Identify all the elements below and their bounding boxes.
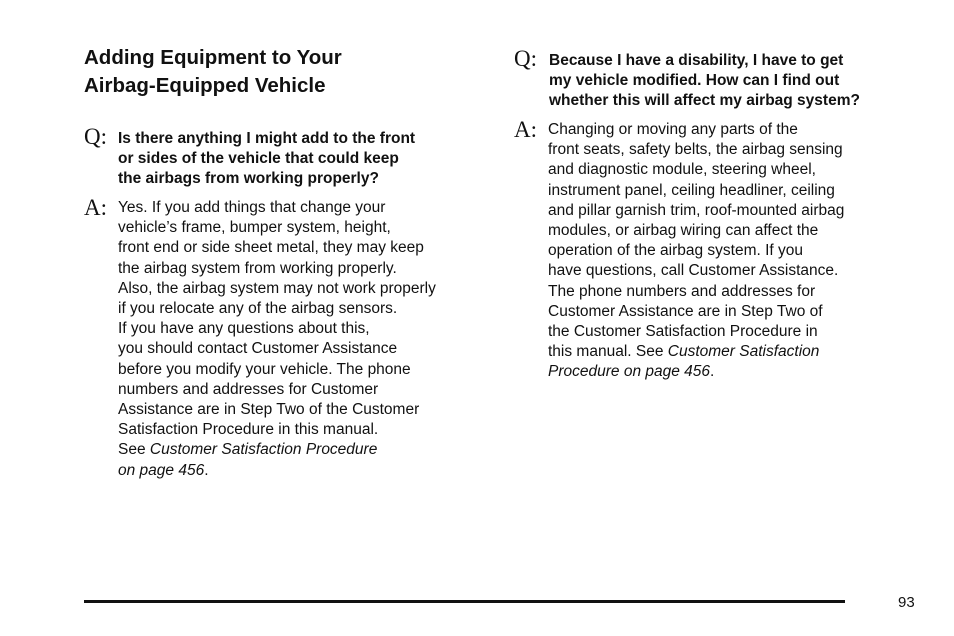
left-answer-reference: Customer Satisfaction Procedure on page 456 [118, 441, 378, 479]
left-answer-text [118, 198, 436, 481]
left-answer-end: . [204, 461, 209, 479]
question-mark-label: Q: [514, 46, 537, 71]
question-mark-label: Q: [84, 124, 107, 149]
section-heading: Adding Equipment to Your Airbag-Equipped Vehicle [84, 46, 342, 97]
right-answer-reference: Customer Satisfaction Procedure on page 456 [548, 343, 820, 381]
right-answer-end: . [710, 363, 715, 381]
answer-mark-label: A: [84, 195, 107, 220]
right-question-text: Because I have a disability, I have to get my vehicle modified. How can I find out whether this will affect my airbag system? [549, 52, 860, 109]
left-question-text: Is there anything I might add to the front or sides of the vehicle that could keep the airbags from working properly? [118, 130, 416, 187]
left-answer-body: Yes. If you add things that change your vehicle’s frame, bumper system, height, front end or side sheet metal, they may keep the airbag system from working properly. Also, the airbag system may not work properly if you relocate any of the airbag sensors. If you have any questions about this, you should contact Customer Assistance before you modify your vehicle. The phone numbers and addresses for Customer Assistance are in Step Two of the Customer Satisfaction Procedure in this manual. See [118, 199, 436, 459]
footer-rule [84, 600, 845, 603]
page-number: 93 [898, 594, 915, 611]
right-answer-body: Changing or moving any parts of the front seats, safety belts, the airbag sensing and diagnostic module, steering wheel, instrument panel, ceiling headliner, ceiling and pillar garnish trim, roof-mounted airbag modules, or airbag wiring can affect the operation of the airbag system. If you have questions, call Customer Assistance. The phone numbers and addresses for Customer Assistance are in Step Two of the Customer Satisfaction Procedure in this manual. See [548, 121, 845, 361]
right-answer-text [548, 120, 844, 383]
answer-mark-label: A: [514, 117, 537, 142]
